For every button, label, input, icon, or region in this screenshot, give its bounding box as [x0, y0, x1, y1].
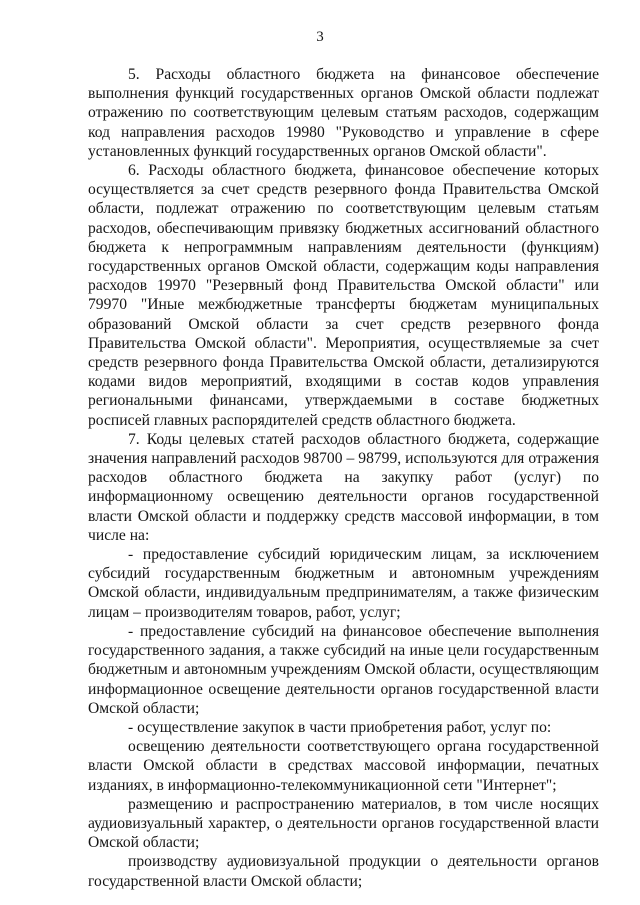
list-item-procurement: - осуществление закупок в части приобретения работ, услуг по: — [128, 718, 552, 736]
paragraph-item-7: 7. Коды целевых статей расходов областного бюджета, содержащие значения направлений расходов 98700 – 98799, используются для отражения расходов областного бюджета на закупку работ (услуг) по информационному освещению деятельности органов государственной власти Омской области и поддержку средств массовой информации, в том числе на: — [88, 430, 599, 544]
document-body — [88, 65, 599, 891]
subitem-audiovisual-production: производству аудиовизуальной продукции о деятельности органов государственной власти Омской области; — [88, 853, 599, 890]
subitem-media-coverage: освещению деятельности соответствующего органа государственной власти Омской области в средствах массовой информации, печатных изданиях, в информационно-телекоммуникационной сети "Интернет"; — [88, 738, 599, 794]
paragraph-item-6: 6. Расходы областного бюджета, финансовое обеспечение которых осуществляется за счет средств резервного фонда Правительства Омской области, подлежат отражению по соответствующим целевым статьям расходов, обеспечивающим привязку бюджетных ассигнований областного бюджета к непрограммным направлениям деятельности (функциям) государственных органов Омской области, содержащим коды направления расходов 19970 "Резервный фонд Правительства Омской области" или 79970 "Иные межбюджетные трансферты бюджетам муниципальных образований Омской области за счет средств резервного фонда Правительства Омской области". Мероприятия, осуществляемые за счет средств резервного фонда Правительства Омской области, детализируются кодами видов мероприятий, входящими в состав кодов управления региональными финансами, утверждаемыми в составе бюджетных росписей главных распорядителей средств областного бюджета. — [88, 162, 599, 429]
paragraph-item-5: 5. Расходы областного бюджета на финансовое обеспечение выполнения функций государственных органов Омской области подлежат отражению по соответствующим целевым статьям расходов, содержащим код направления расходов 19980 "Руководство и управление в сфере установленных функций государственных органов Омской области". — [88, 66, 599, 160]
list-item-subsidies-state-task: - предоставление субсидий на финансовое обеспечение выполнения государственного задания, а также субсидий на иные цели государственным бюджетным и автономным учреждениям Омской области, осуществляющим информационное освещение деятельности органов государственной власти Омской области; — [88, 622, 599, 717]
page-number: 3 — [316, 29, 324, 45]
subitem-materials-distribution: размещению и распространению материалов, в том числе носящих аудиовизуальный характер, о деятельности органов государственной власти Омской области; — [88, 795, 599, 852]
list-item-subsidies-legal-entities: - предоставление субсидий юридическим лицам, за исключением субсидий государственным бюджетным и автономным учреждениям Омской области, индивидуальным предпринимателям, а также физическим лицам – производителям товаров, работ, услуг; — [88, 546, 599, 621]
